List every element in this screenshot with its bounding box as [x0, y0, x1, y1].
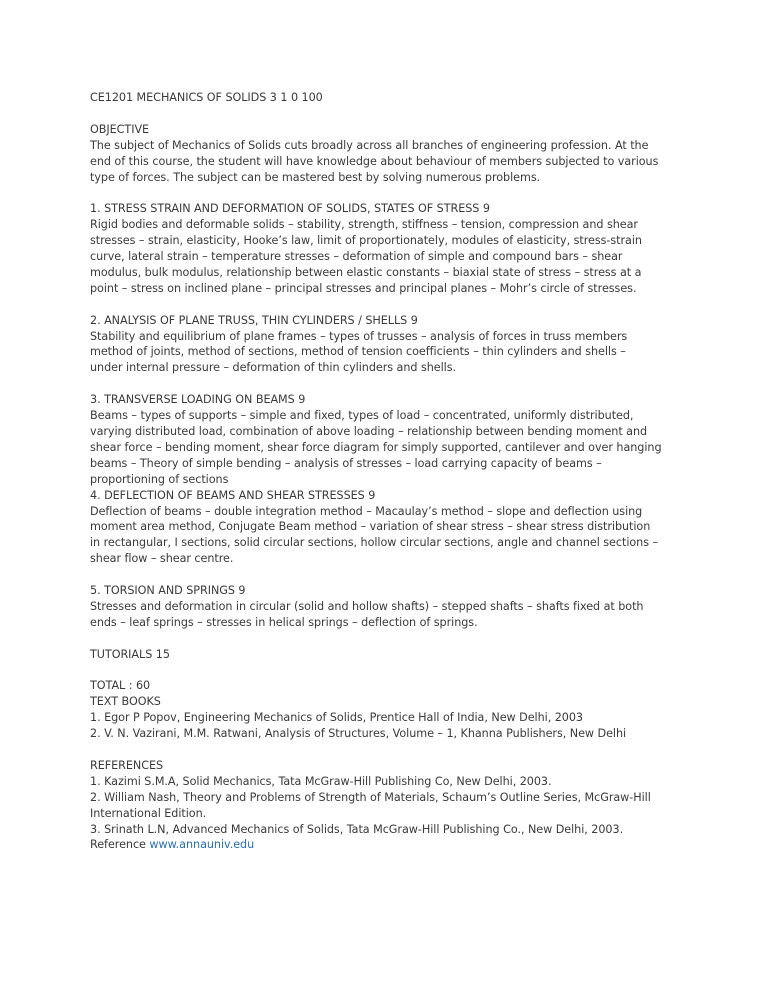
- spacer: [90, 742, 690, 758]
- unit-1-line: stresses – strain, elasticity, Hooke’s law, limit of proportionately, modules of elasticity, stress-strain: [90, 234, 642, 248]
- unit-5-line: Stresses and deformation in circular (solid and hollow shafts) – stepped shafts – shafts fixed at both: [90, 599, 644, 613]
- text-books-heading: TEXT BOOKS: [90, 695, 161, 709]
- text-book-item: 1. Egor P Popov, Engineering Mechanics of Solids, Prentice Hall of India, New Delhi, 2003: [90, 711, 583, 725]
- objective-line: type of forces. The subject can be mastered best by solving numerous problems.: [90, 170, 541, 184]
- unit-3-line: Beams – types of supports – simple and fixed, types of load – concentrated, uniformly distributed,: [90, 409, 634, 423]
- references-heading: REFERENCES: [90, 758, 164, 772]
- reference-item: International Edition.: [90, 806, 207, 820]
- tutorials-hours: TUTORIALS 15: [90, 647, 170, 661]
- spacer: [90, 631, 690, 647]
- unit-3-line: proportioning of sections: [90, 472, 229, 486]
- reference-item: 2. William Nash, Theory and Problems of Strength of Materials, Schaum’s Outline Series, McGraw-Hill: [90, 790, 651, 804]
- spacer: [90, 185, 690, 201]
- unit-1-line: Rigid bodies and deformable solids – stability, strength, stiffness – tension, compression and shear: [90, 218, 638, 232]
- unit-1-line: curve, lateral strain – temperature stresses – deformation of simple and compound bars – shear: [90, 250, 623, 264]
- reference-link-line: [90, 837, 690, 853]
- spacer: [90, 297, 690, 313]
- unit-3-heading: 3. TRANSVERSE LOADING ON BEAMS 9: [90, 393, 306, 407]
- unit-3-line: beams – Theory of simple bending – analysis of stresses – load carrying capacity of beams –: [90, 456, 602, 470]
- unit-2-heading: 2. ANALYSIS OF PLANE TRUSS, THIN CYLINDERS / SHELLS 9: [90, 313, 418, 327]
- course-title: CE1201 MECHANICS OF SOLIDS 3 1 0 100: [90, 91, 323, 104]
- unit-2-line: Stability and equilibrium of plane frames – types of trusses – analysis of forces in truss members: [90, 329, 628, 343]
- unit-2-line: method of joints, method of sections, method of tension coefficients – thin cylinders and shells –: [90, 345, 626, 359]
- reference-item: 3. Srinath L.N, Advanced Mechanics of Solids, Tata McGraw-Hill Publishing Co., New Delhi, 2003.: [90, 822, 624, 836]
- unit-3-line: shear force – bending moment, shear force diagram for simply supported, cantilever and over hanging: [90, 440, 662, 454]
- unit-4-line: in rectangular, I sections, solid circular sections, hollow circular sections, angle and channel sections –: [90, 536, 659, 550]
- spacer: [90, 106, 690, 122]
- unit-4-line: shear flow – shear centre.: [90, 552, 234, 566]
- objective-heading: OBJECTIVE: [90, 122, 150, 136]
- unit-4-heading: 4. DEFLECTION OF BEAMS AND SHEAR STRESSES 9: [90, 488, 376, 502]
- unit-5-heading: 5. TORSION AND SPRINGS 9: [90, 584, 246, 598]
- unit-4-line: Deflection of beams – double integration method – Macaulay’s method – slope and deflection using: [90, 504, 643, 518]
- objective-line: The subject of Mechanics of Solids cuts broadly across all branches of engineering profession. At the: [90, 138, 649, 152]
- reference-label: Reference: [90, 838, 150, 852]
- spacer: [90, 567, 690, 583]
- objective-line: end of this course, the student will have knowledge about behaviour of members subjected to various: [90, 154, 659, 168]
- unit-1-line: point – stress on inclined plane – principal stresses and principal planes – Mohr’s circle of stresses.: [90, 281, 637, 295]
- spacer: [90, 376, 690, 392]
- spacer: [90, 663, 690, 679]
- syllabus-document: [90, 90, 690, 853]
- unit-3-line: varying distributed load, combination of above loading – relationship between bending moment and: [90, 424, 648, 438]
- unit-2-line: under internal pressure – deformation of thin cylinders and shells.: [90, 361, 457, 375]
- unit-4-line: moment area method, Conjugate Beam method – variation of shear stress – shear stress distribution: [90, 520, 651, 534]
- text-book-item: 2. V. N. Vazirani, M.M. Ratwani, Analysis of Structures, Volume – 1, Khanna Publishers, New Delhi: [90, 727, 627, 741]
- annauniv-link[interactable]: www.annauniv.edu: [149, 838, 255, 852]
- unit-5-line: ends – leaf springs – stresses in helical springs – deflection of springs.: [90, 615, 478, 629]
- unit-1-line: modulus, bulk modulus, relationship between elastic constants – biaxial state of stress – stress at a: [90, 265, 642, 279]
- unit-1-heading: 1. STRESS STRAIN AND DEFORMATION OF SOLIDS, STATES OF STRESS 9: [90, 202, 490, 216]
- total-hours: TOTAL : 60: [90, 679, 151, 693]
- reference-item: 1. Kazimi S.M.A, Solid Mechanics, Tata McGraw-Hill Publishing Co, New Delhi, 2003.: [90, 774, 552, 788]
